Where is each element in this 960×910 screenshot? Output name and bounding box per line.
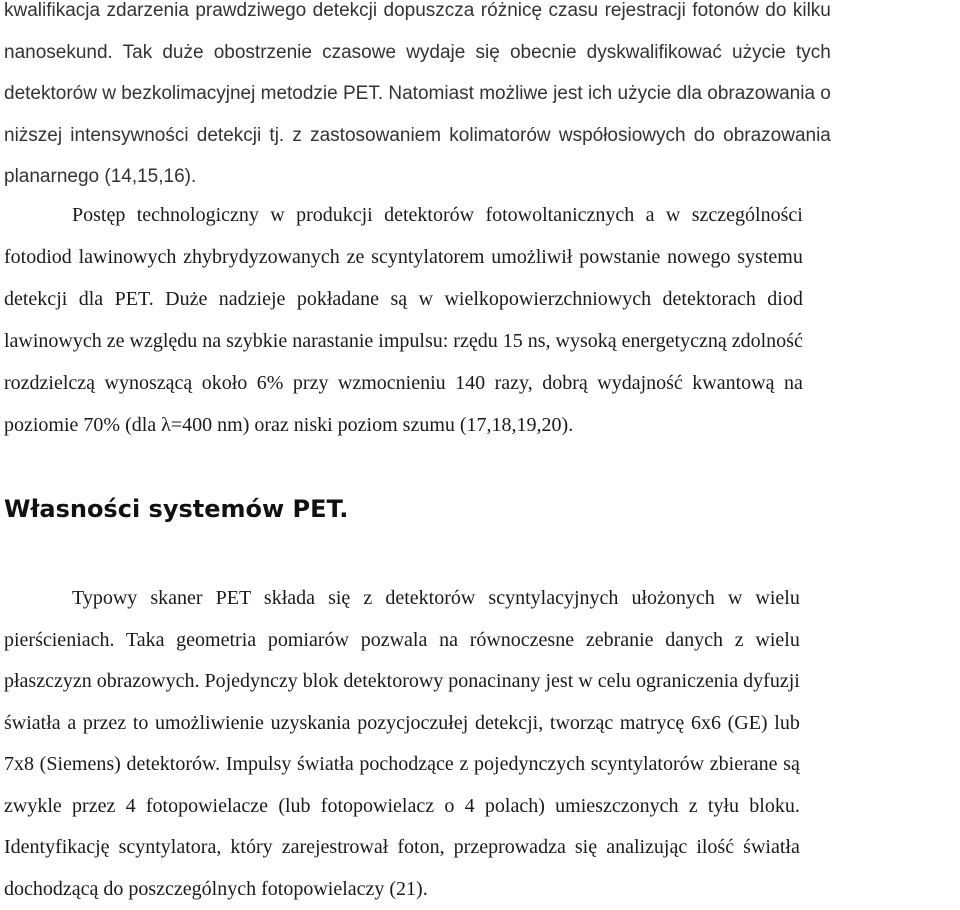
paragraph-pet-scanner xyxy=(4,578,800,910)
text-line: Postęp technologiczny w produkcji detektorów fotowoltanicznych a w szczególności xyxy=(4,195,803,237)
text-line: zwykle przez 4 fotopowielacze (lub fotopowielacz o 4 polach) umieszczonych z tyłu bloku. xyxy=(4,786,800,828)
text-line: Typowy skaner PET składa się z detektorów scyntylacyjnych ułożonych w wielu xyxy=(4,578,800,620)
text-line: fotodiod lawinowych zhybrydyzowanych ze scyntylatorem umożliwił powstanie nowego systemu xyxy=(4,237,803,279)
text-line: rozdzielczą wynoszącą około 6% przy wzmocnieniu 140 razy, dobrą wydajność kwantową na xyxy=(4,363,803,405)
text-line: nanosekund. Tak duże obostrzenie czasowe wydaje się obecnie dyskwalifikować użycie tych xyxy=(4,32,831,74)
text-line: kwalifikacja zdarzenia prawdziwego detekcji dopuszcza różnicę czasu rejestracji fotonów do kilku xyxy=(4,0,831,32)
text-line: dochodzącą do poszczególnych fotopowielaczy (21). xyxy=(4,869,800,910)
text-line: płaszczyzn obrazowych. Pojedynczy blok detektorowy ponacinany jest w celu ograniczenia dyfuzji xyxy=(4,661,800,703)
text-line: 7x8 (Siemens) detektorów. Impulsy światła pochodzące z pojedynczych scyntylatorów zbierane są xyxy=(4,744,800,786)
text-line: niższej intensywności detekcji tj. z zastosowaniem kolimatorów współosiowych do obrazowania xyxy=(4,115,831,157)
text-line: detektorów w bezkolimacyjnej metodzie PET. Natomiast możliwe jest ich użycie dla obrazowania o xyxy=(4,73,831,115)
text-line: poziomie 70% (dla λ=400 nm) oraz niski poziom szumu (17,18,19,20). xyxy=(4,405,803,447)
text-line: światła a przez to umożliwienie uzyskania pozycjoczułej detekcji, tworząc matrycę 6x6 (GE) lub xyxy=(4,703,800,745)
text-line: detekcji dla PET. Duże nadzieje pokładane są w wielkopowierzchniowych detektorach diod xyxy=(4,279,803,321)
paragraph-apd-timing xyxy=(4,0,831,198)
section-heading: Własności systemów PET. xyxy=(4,493,348,525)
text-line: lawinowych ze względu na szybkie narastanie impulsu: rzędu 15 ns, wysoką energetyczną zdolność xyxy=(4,321,803,363)
text-line: pierścieniach. Taka geometria pomiarów pozwala na równoczesne zebranie danych z wielu xyxy=(4,620,800,662)
text-line: planarnego (14,15,16). xyxy=(4,156,831,198)
paragraph-technological-progress xyxy=(4,195,803,447)
text-line: Identyfikację scyntylatora, który zarejestrował foton, przeprowadza się analizując ilość światła xyxy=(4,827,800,869)
